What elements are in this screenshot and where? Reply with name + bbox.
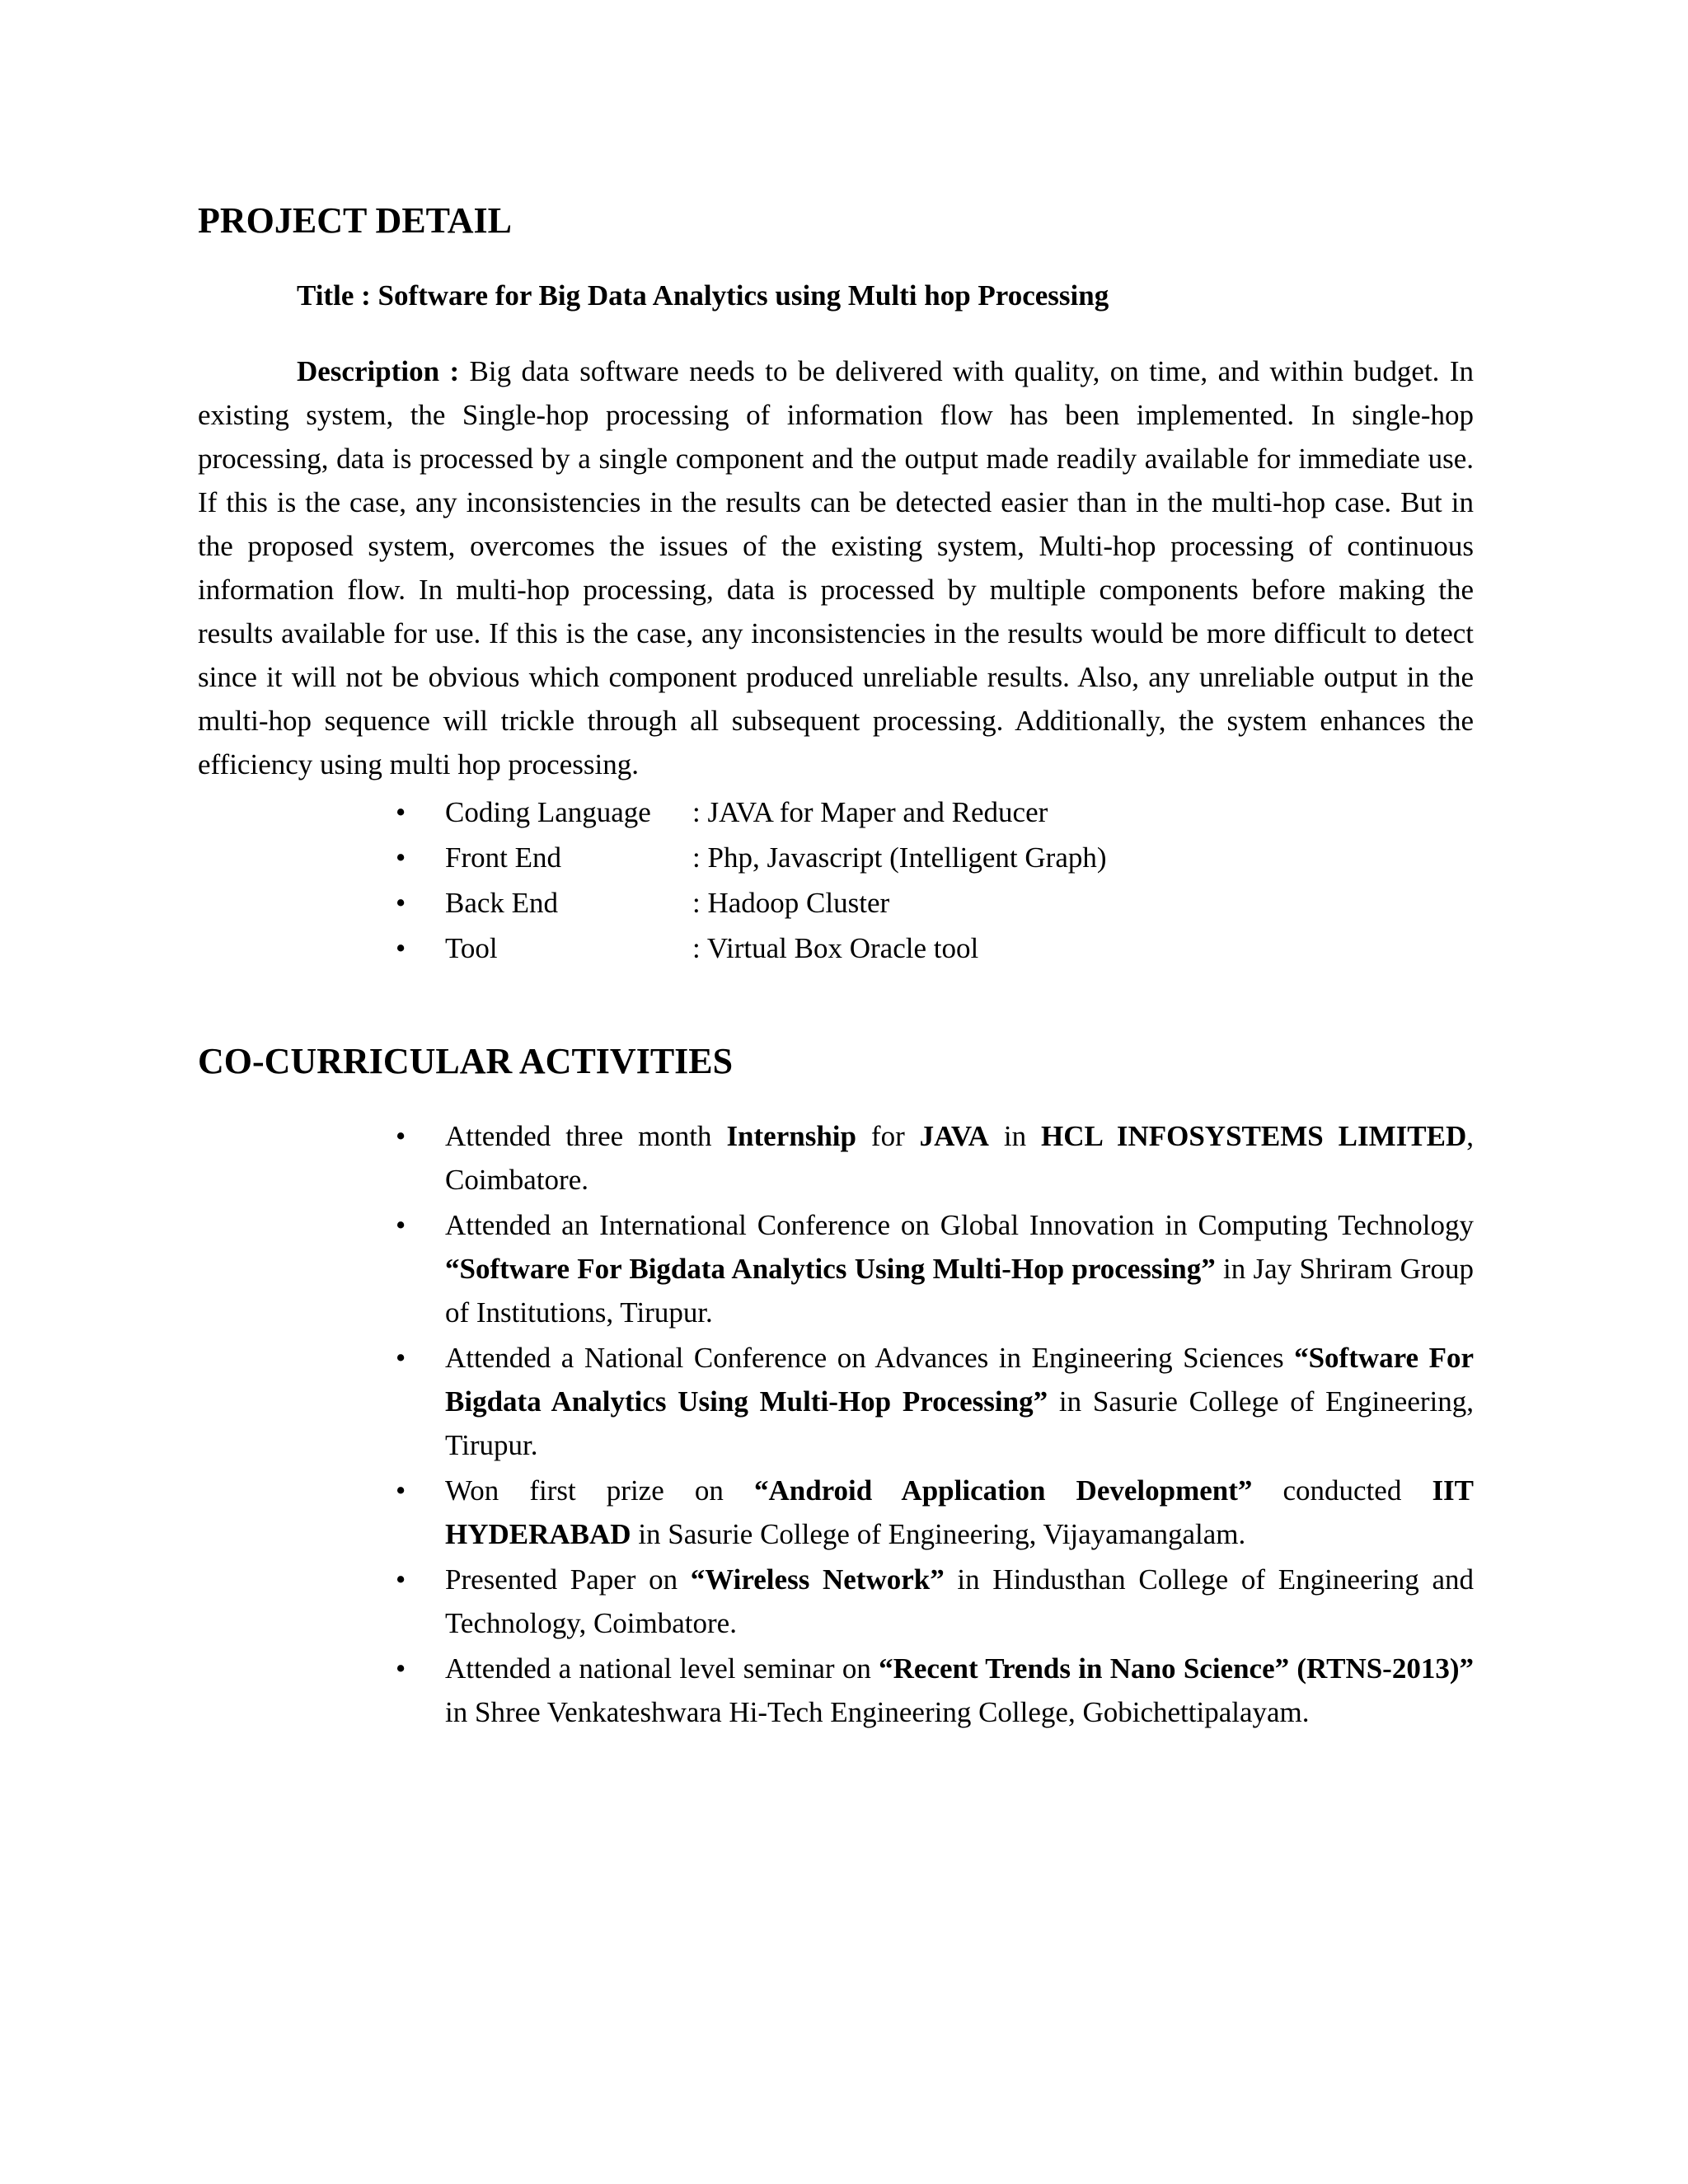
co-curricular-heading: CO-CURRICULAR ACTIVITIES bbox=[198, 1041, 734, 1081]
tech-value: : JAVA for Maper and Reducer bbox=[692, 796, 1048, 828]
activity-text: Attended an International Conference on Global Innovation in Computing Technology bbox=[445, 1209, 1474, 1241]
activity-text: in Hindusthan College of Engineering and Technology, Coimbatore. bbox=[445, 1563, 1474, 1639]
activity-text: Won first prize on bbox=[445, 1474, 754, 1507]
activity-bold: “Android Application Development” bbox=[753, 1474, 1253, 1507]
list-item bbox=[396, 926, 1474, 971]
list-item bbox=[396, 790, 1474, 835]
project-title: Title : Software for Big Data Analytics using Multi hop Processing bbox=[297, 279, 1109, 312]
activity-bold: IIT HYDERABAD bbox=[445, 1474, 1475, 1550]
list-item bbox=[396, 1647, 1474, 1734]
list-item bbox=[396, 1558, 1474, 1645]
resume-page bbox=[198, 196, 1474, 1736]
description-label: Description : bbox=[297, 355, 460, 387]
list-item bbox=[396, 1203, 1474, 1334]
activity-bold: Internship bbox=[726, 1120, 856, 1152]
activity-text: Presented Paper on bbox=[445, 1563, 691, 1596]
tech-key: • Coding Language bbox=[445, 796, 651, 828]
tech-key: • Front End bbox=[445, 841, 561, 874]
activity-text: in Shree Venkateshwara Hi-Tech Engineering College, Gobichettipalayam. bbox=[445, 1696, 1310, 1728]
tech-value: : Hadoop Cluster bbox=[692, 887, 890, 919]
activity-text: in bbox=[988, 1120, 1042, 1152]
list-item bbox=[396, 1114, 1474, 1202]
list-item bbox=[396, 835, 1474, 880]
activity-text: Attended three month bbox=[445, 1120, 727, 1152]
tech-stack-list bbox=[198, 790, 1474, 971]
list-item bbox=[396, 880, 1474, 926]
activity-text: , Coimbatore. bbox=[445, 1120, 1474, 1196]
list-item bbox=[396, 1336, 1474, 1467]
activity-text: in Sasurie College of Engineering, Vijayamangalam. bbox=[631, 1518, 1246, 1550]
tech-value: : Php, Javascript (Intelligent Graph) bbox=[692, 841, 1107, 874]
project-detail-heading: PROJECT DETAIL bbox=[198, 200, 513, 241]
activity-bold: “Wireless Network” bbox=[690, 1563, 945, 1596]
activity-text: conducted bbox=[1252, 1474, 1432, 1507]
activity-text: for bbox=[856, 1120, 920, 1152]
list-item bbox=[396, 1469, 1474, 1556]
activity-bold: HCL INFOSYSTEMS LIMITED bbox=[1041, 1120, 1467, 1152]
activity-bold: “Software For Bigdata Analytics Using Multi-Hop processing” bbox=[445, 1253, 1216, 1285]
activity-text: in Sasurie College of Engineering, Tirupur. bbox=[445, 1385, 1474, 1461]
project-description bbox=[198, 349, 1474, 786]
activities-list bbox=[198, 1114, 1474, 1734]
tech-key: • Tool bbox=[445, 932, 498, 964]
activity-text: in Jay Shriram Group of Institutions, Tirupur. bbox=[445, 1253, 1474, 1329]
activity-bold: “Recent Trends in Nano Science” (RTNS-2013)” bbox=[879, 1652, 1474, 1685]
activity-bold: “Software For Bigdata Analytics Using Multi-Hop Processing” bbox=[445, 1342, 1474, 1418]
activity-text: Attended a National Conference on Advances in Engineering Sciences bbox=[445, 1342, 1295, 1374]
activity-text: Attended a national level seminar on bbox=[445, 1652, 879, 1685]
tech-key: • Back End bbox=[445, 887, 559, 919]
tech-value: : Virtual Box Oracle tool bbox=[692, 932, 979, 964]
description-text: Big data software needs to be delivered with quality, on time, and within budget. In existing system, the Single-hop processing of information flow has been implemented. In single-hop processing, data is processed by a single component and the output made readily available for immediate use. If this is the case, any inconsistencies in the results can be detected easier than in the multi-hop case. But in the proposed system, overcomes the issues of the existing system, Multi-hop processing of continuous information flow. In multi-hop processing, data is processed by multiple components before making the results available for use. If this is the case, any inconsistencies in the results would be more difficult to detect since it will not be obvious which component produced unreliable results. Also, any unreliable output in the multi-hop sequence will trickle through all subsequent processing. Additionally, the system enhances the efficiency using multi hop processing. bbox=[198, 355, 1474, 780]
activity-bold: JAVA bbox=[919, 1120, 989, 1152]
